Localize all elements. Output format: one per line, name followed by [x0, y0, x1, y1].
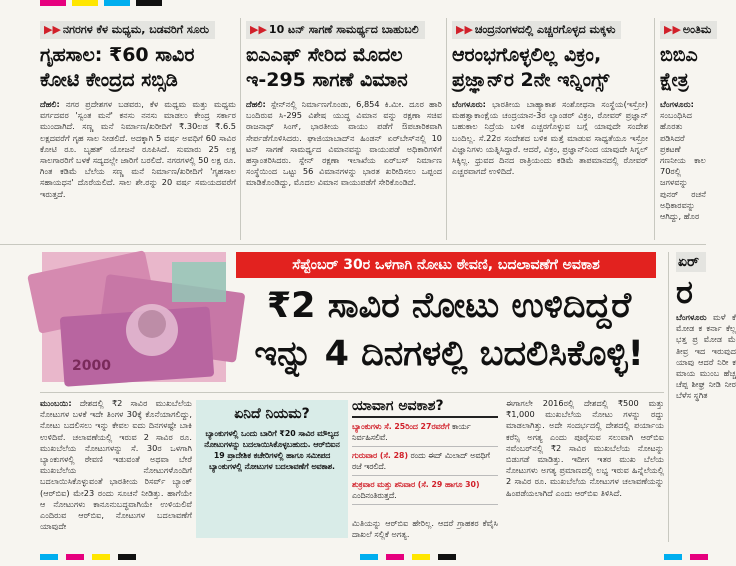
when-item: ಗುರುವಾರ (ಸೆ. 28) ರಂದು ಈದ್ ಮಿಲಾದ್ ಅವಧಿಗೆ ರಜೆ ಇರಲಿದೆ.: [352, 451, 498, 476]
when-box-tail: ಮಿತಿಯನ್ನು ಆರ್‌ಬಿಐ ಹೇರಿಲ್ಲ. ಆದರೆ ಗ್ರಾಹಕರ ಕೆವೈಸಿ ದಾಖಲೆ ಸಲ್ಲಿಕೆ ಅಗತ್ಯ.: [352, 518, 498, 540]
feature-headline: [236, 282, 662, 378]
cyan-swatch: [664, 554, 682, 560]
article-body: ದೆಹಲಿ: ಸ್ಪೇನ್‌ನಲ್ಲಿ ನಿರ್ಮಾಣಗೊಂಡು, 6,854 ಕಿ.ಮೀ. ದೂರ ಹಾರಿ ಬಂದಿರುವ ಸಿ-295 ವಿಶೇಷ ಯುದ್ಧ ವಿಮಾನ ವನ್ನು ರಕ್ಷಣಾ ಸಚಿವ ರಾಜನಾಥ್ ಸಿಂಗ್, ಭಾರತೀಯ ವಾಯು ಪಡೆಗೆ ಔಪಚಾರಿಕವಾಗಿ ಸೇರ್ಪಡೆಗೊಳಿಸಿದರು. ಘಾಜಿಯಾಬಾದ್‌ನ ಹಿಂಡನ್ ಏರ್‌ಬೇಸ್‌ನಲ್ಲಿ 10 ಟನ್ ಸಾಗಣೆ ಸಾಮರ್ಥ್ಯದ ವಿಮಾನವನ್ನು ವಾಯುಪಡೆ ಅಧಿಕಾರಿಗಳಿಗೆ ಹಸ್ತಾಂತರಿಸಿದರು. ಸ್ಪೇನ್ ರಕ್ಷಣಾ ಇಲಾಖೆಯ ಏರ್‌ಬಸ್ ನಿರ್ಮಾಣ ಸಂಸ್ಥೆಯಿಂದ ಒಟ್ಟು 56 ವಿಮಾನಗಳನ್ನು ಭಾರತ ಖರೀದಿಸಲು ಒಪ್ಪಂದ ಮಾಡಿಕೊಂಡಿದ್ದು, ಮೊದಲ ವಿಮಾನ ವಾಯುಪಡೆಗೆ ಸೇರಿಕೊಂಡಿದೆ.: [246, 99, 442, 188]
article-body: ಈಗಾಗಲೇ 2016ರಲ್ಲಿ ದೇಶದಲ್ಲಿ ₹500 ಮತ್ತು ₹1,000 ಮುಖಬೆಲೆಯ ನೋಟು ಗಳನ್ನು ರದ್ದು ಮಾಡಲಾಗಿತ್ತು. ಅದೇ ಸಂದರ್ಭದಲ್ಲಿ ದೇಶದಲ್ಲಿ ಪರ್ಯಾಯ ಕರೆನ್ಸಿ ಅಗತ್ಯ ಎಂದು ಪೂರೈಸುವ ಸಲುವಾಗಿ ಆರ್‌ಬಿಐ ನವೆಂಬರ್‌ನಲ್ಲಿ ₹2 ಸಾವಿರ ಮುಖಬೆಲೆಯ ನೋಟನ್ನು ಬಿಡುಗಡೆ ಮಾಡಿತ್ತು. ಇದೀಗ ಇತರ ಮುಖ ಬೆಲೆಯ ನೋಟುಗಳು ಅಗತ್ಯ ಪ್ರಮಾಣದಲ್ಲಿ ಲಭ್ಯ ಇರುವ ಹಿನ್ನೆಲೆಯಲ್ಲಿ 2 ಸಾವಿರ ರೂ. ಮುಖಬೆಲೆಯ ನೋಟುಗಳ ಚಲಾವಣೆಯನ್ನು ಹಿಂಪಡೆಯಲಾಗಿದೆ ಎಂದು ಆರ್‌ಬಿಐ ತಿಳಿಸಿದೆ.: [506, 398, 664, 498]
kicker: ▶▶ 10 ಟನ್ ಸಾಗಣೆ ಸಾಮರ್ಥ್ಯದ ಬಾಹುಬಲಿ: [246, 21, 425, 39]
column-divider: [654, 18, 655, 240]
right-sidebar-article: [676, 252, 736, 542]
rules-box: [196, 400, 348, 538]
sidebar-body: ಬೆಂಗಳೂರು ಮಳೆ ಕೆ ಮೋಡ ಕ ಕರ್ನಾ ಕೆಲ್ಲ ಭತ್ತ ಪ್ರ ಮೋಡ ಮೆ ತೀವ್ರ ಇದ ಇರುವುದ ಯಾವು ಆದರೆ ನಿರೀ ಕ ಮಾಯ ಮುಂಬ ಹೆಚ್ಚ ಚೆಪ್ಪ ಶೀಘ್ರ ನೀಡಿ ನೀರ ಬೆಳೆಸ ಸ್ಥಗಿತ: [676, 312, 736, 401]
column-divider: [240, 18, 241, 240]
article-housing-loan: [40, 18, 236, 240]
feature-headline-line2: ಇನ್ನು 4 ದಿನಗಳಲ್ಲಿ ಬದಲಿಸಿಕೊಳ್ಳಿ!: [254, 334, 644, 374]
magenta-swatch: [66, 554, 84, 560]
black-swatch: [438, 554, 456, 560]
when-box: [352, 398, 498, 516]
double-arrow-icon: ▶▶: [664, 23, 681, 36]
cyan-swatch: [360, 554, 378, 560]
column-divider: [446, 18, 447, 240]
sidebar-kicker: ಏರ್: [676, 252, 706, 272]
currency-notes-photo: [42, 252, 226, 382]
yellow-swatch: [72, 0, 98, 6]
article-c295-aircraft: [246, 18, 442, 240]
feature-body-left: [40, 398, 192, 548]
cyan-swatch: [104, 0, 130, 6]
double-arrow-icon: ▶▶: [44, 23, 61, 36]
color-registration-strip-bottom-center: [360, 554, 456, 562]
when-item: ಶುಕ್ರವಾರ ಮತ್ತು ಶನಿವಾರ (ಸೆ. 29 ಹಾಗೂ 30) ಎಂದಿನಂತಿರುತ್ತದೆ.: [352, 480, 498, 505]
sidebar-headline: ರ: [676, 273, 693, 311]
banknote-stack-illustration: [42, 252, 226, 382]
svg-text:2000: 2000: [72, 358, 111, 374]
cyan-swatch: [40, 554, 58, 560]
when-box-title: ಯಾವಾಗ ಅವಕಾಶ?: [352, 398, 498, 418]
headline: ಗೃಹಸಾಲ: ₹60 ಸಾವಿರ ಕೋಟಿ ಕೇಂದ್ರದ ಸಬ್ಸಿಡಿ: [40, 44, 195, 91]
article-body: ಬೆಂಗಳೂರು: ಭಾರತೀಯ ಬಾಹ್ಯಾಕಾಶ ಸಂಶೋಧನಾ ಸಂಸ್ಥೆಯ(ಇಸ್ರೋ) ಮಹತ್ವಾಕಾಂಕ್ಷೆಯ ಚಂದ್ರಯಾನ-3ರ ಲ್ಯಾಂಡರ್ ವಿಕ್ರಂ, ರೋವರ್ ಪ್ರಜ್ಞಾನ್ ಬಹುಕಾಲ ನಿದ್ರೆಯ ಬಳಿಕ ಎಚ್ಚರಗೊಳ್ಳುವ ಬಗ್ಗೆ ಯಾವುದೇ ಸಂದೇಶ ಬಂದಿಲ್ಲ. ಸೆ.22ರ ಸಂದೇಶದ ಬಳಿಕ ಮತ್ತೆ ಮಾಡುವ ಸಾಧ್ಯತೆಯೂ ಇಸ್ರೋ ವಿಜ್ಞಾನಿಗಳು ಯತ್ನಿಸಿದ್ದಾರೆ. ಆದರೆ, ವಿಕ್ರಂ, ಪ್ರಜ್ಞಾನ್‌ನಿಂದ ಯಾವುದೇ ಸಿಗ್ನಲ್ ಸಿಕ್ಕಿಲ್ಲ. ಧ್ರುವದ ದಿನದ ರಾತ್ರಿಯಂದು ಕಡಿಮೆ ತಾಪಮಾನದಲ್ಲಿ ರೋವರ್ ಎಚ್ಚರವಾಗದೆ ಉಳಿದಿದೆ.: [452, 99, 648, 177]
double-arrow-icon: ▶▶: [250, 23, 267, 36]
article-body: ದೆಹಲಿ: ನಗರ ಪ್ರದೇಶಗಳ ಬಡವರು, ಕೆಳ ಮಧ್ಯಮ ಮತ್ತು ಮಧ್ಯಮ ವರ್ಗದವರ 'ಸ್ವಂತ ಮನೆ' ಕನಸು ನನಸು ಮಾಡಲು ಕೇಂದ್ರ ಸರ್ಕಾರ ಮುಂದಾಗಿದೆ. ಸಣ್ಣ ಮನೆ ನಿರ್ಮಾಣ/ಖರೀದಿಗೆ ₹.30ಲಡ ₹.6.5 ಲಕ್ಷದವರೆಗೆ ಗೃಹ ಸಾಲ ನೀಡಲಿದೆ. ಅದಕ್ಕಾಗಿ 5 ವರ್ಷ ಅವಧಿಗೆ 60 ಸಾವಿರ ಕೋಟಿ ರೂ. ಬೃಹತ್ ಯೋಜನೆ ರೂಪಿಸಿದೆ. ಸುಮಾರು 25 ಲಕ್ಷ ಸಾಲಗಾರರಿಗೆ ಬಳಕೆ ಸದ್ಯದಲ್ಲೇ ಜಾರಿಗೆ ಬರಲಿದೆ. ನಗರಗಳಲ್ಲಿ 50 ಲಕ್ಷ ರೂ. ಗಿಂತ ಕಡಿಮೆ ಬೆಲೆಯ ಸಣ್ಣ ಮನೆ ನಿರ್ಮಾಣ/ಖರೀದಿಗೆ 'ಗೃಹಸಾಲ ಸಹಾಯಧನ' ದೊರೆಯಲಿದೆ. ಸಾಲ ಶೇ.ರನ್ನು 20 ವರ್ಷ ಸಮಯದವರೆಗೆ ಇರುತ್ತದೆ.: [40, 99, 236, 199]
section-divider: [40, 392, 664, 393]
magenta-swatch: [386, 554, 404, 560]
headline: ಆರಂಭಗೊಳ್ಳಲಿಲ್ಲ ವಿಕ್ರಂ, ಪ್ರಜ್ಞಾನ್‌ರ 2ನೇ ಇನ್ನಿಂಗ್ಸ್: [452, 44, 610, 91]
color-registration-strip-top: [0, 0, 706, 10]
article-chandrayaan: [452, 18, 648, 240]
column-divider: [668, 252, 669, 542]
kicker: ▶▶ ನಗರಗಳ ಕೆಳ ಮಧ್ಯಮ, ಬಡವರಿಗೆ ಸೂರು: [40, 21, 215, 39]
rules-box-title: ಏನಿದೆ ನಿಯಮ?: [234, 406, 310, 422]
yellow-swatch: [92, 554, 110, 560]
feature-headline-line1: ₹2 ಸಾವಿರ ನೋಟು ಉಳಿದಿದ್ದರೆ: [266, 286, 632, 326]
headline: ಐಎಎಫ್ ಸೇರಿದ ಮೊದಲ ಇ-295 ಸಾಗಣೆ ವಿಮಾನ: [246, 44, 408, 91]
color-registration-strip-bottom-right: [664, 554, 708, 562]
magenta-swatch: [40, 0, 66, 6]
double-arrow-icon: ▶▶: [456, 23, 473, 36]
color-registration-strip-bottom-left: [40, 554, 136, 562]
section-divider: [0, 244, 706, 245]
when-item: ಬ್ಯಾಂಕುಗಳು ಸೆ. 25ರಿಂದ 27ರವರೆಗೆ ಕಾರ್ಯ ನಿರ್ವಹಿಸಲಿವೆ.: [352, 422, 498, 447]
feature-body-right: [506, 398, 664, 548]
magenta-swatch: [690, 554, 708, 560]
kicker: ▶▶ ಚಂದ್ರನಂಗಳದಲ್ಲಿ ಎಚ್ಚರಗೊಳ್ಳದ ಮಕ್ಕಳು: [452, 21, 621, 39]
feature-banner: ಸೆಪ್ಟೆಂಬರ್ 30ರ ಒಳಗಾಗಿ ನೋಟು ಠೇವಣಿ, ಬದಲಾವಣೆಗೆ ಅವಕಾಶ: [236, 252, 656, 278]
kicker: ▶▶ ಅಂತಿಮ: [660, 21, 717, 39]
black-swatch: [136, 0, 162, 6]
yellow-swatch: [412, 554, 430, 560]
article-body: ಮುಂಬಯಿ: ದೇಶದಲ್ಲಿ ₹2 ಸಾವಿರ ಮುಖಬೆಲೆಯ ನೋಟುಗಳ ಬಳಕೆ ಇದೇ ತಿಂಗಳ 30ಕ್ಕೆ ಕೊನೆಯಾಗಲಿದ್ದು, ನೋಟು ಬದಲಿಸಲು ಇನ್ನು ಕೇವಲ ಐದು ದಿನಗಳಷ್ಟೇ ಬಾಕಿ ಉಳಿದಿವೆ. ಚಲಾವಣೆಯಲ್ಲಿ ಇರುವ 2 ಸಾವಿರ ರೂ. ಮುಖಬೆಲೆಯ ನೋಟುಗಳನ್ನು ಸೆ. 30ರ ಒಳಗಾಗಿ ಬ್ಯಾಂಕುಗಳಲ್ಲಿ ಠೇವಣಿ ಇಡುವಂತೆ ಅಥವಾ ಬೇರೆ ಮುಖಬೆಲೆಯ ನೋಟುಗಳೊಂದಿಗೆ ಬದಲಾಯಿಸಿಕೊಳ್ಳುವಂತೆ ಭಾರತೀಯ ರಿಸರ್ವ್ ಬ್ಯಾಂಕ್ (ಆರ್‌ಬಿಐ) ಮೇ23 ರಂದು ಸೂಚನೆ ನೀಡಿತ್ತು. ಹಾಗೆಯೇ ಆ ನೋಟುಗಳು ಕಾನೂನುಬದ್ಧವಾಗಿಯೇ ಉಳಿಯಲಿವೆ ಎಂದಿರುವ ಆರ್‌ಬಿಐ, ನೋಟುಗಳ ಬದಲಾವಣೆಗೆ ಯಾವುದೇ: [40, 398, 192, 532]
article-body: ಬೆಂಗಳೂರು: ಸಂಬಂಧಿಸಿದ ಹೊರತು ಪಡಿಸಿದರೆ ಪ್ರಕಟಣೆ ಗಣನೀಯ ಕಾಲ 70ರಲ್ಲಿ ಜಗಳವನ್ನು ಪುನರ್ ರಚನೆ ಅಧಿಕಾರವನ್ನು ಆಗಿದ್ದು, ಹೊರ: [660, 99, 706, 222]
rules-box-body: ಬ್ಯಾಂಕುಗಳಲ್ಲಿ ಒಂದು ಬಾರಿಗೆ ₹20 ಸಾವಿರ ಮೌಲ್ಯದ ನೋಟುಗಳನ್ನು ಬದಲಾಯಿಸಿಕೊಳ್ಳಬಹುದು. ಆರ್‌ಬಿಐನ 19 ಪ್ರಾದೇಶಿಕ ಕಚೇರಿಗಳಲ್ಲಿ ಹಾಗೂ ಸಮೀಪದ ಬ್ಯಾಂಕುಗಳಲ್ಲಿ ನೋಟುಗಳ ಬದಲಾವಣೆಗೆ ಅವಕಾಶ.: [204, 429, 340, 471]
black-swatch: [118, 554, 136, 560]
article-bbmp-partial: [660, 18, 712, 240]
headline: ಬಿಬಿಎ ಕ್ಷೇತ್ರ: [660, 44, 698, 91]
